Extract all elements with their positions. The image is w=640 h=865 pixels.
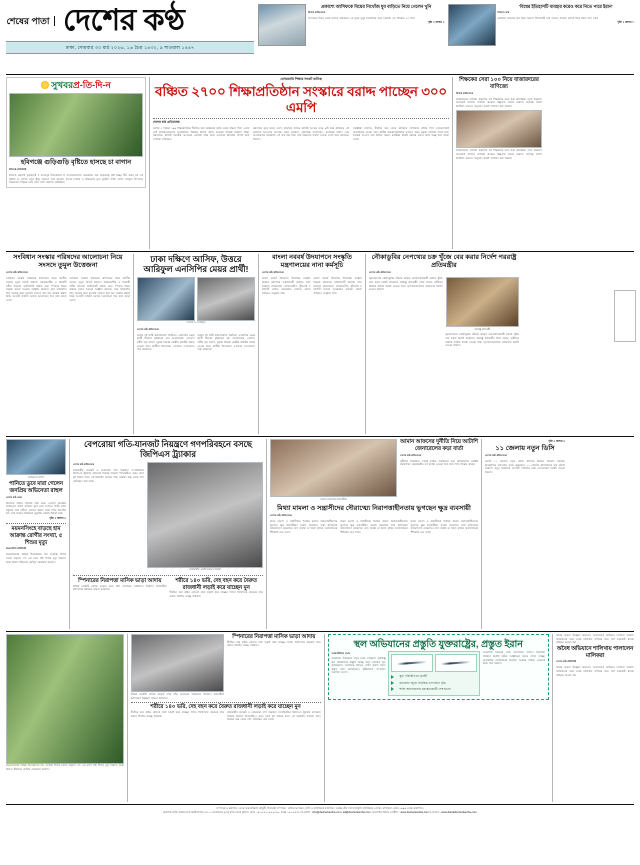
row3-left2-headline[interactable]: ময়মনসিংহে বাড়ছে হাম আক্রান্ত রোগীর সংখ্যা, ৫ শিশুর মৃত্যু [9,525,63,546]
row-two [6,254,634,434]
jet-icon [435,654,477,672]
footer-emails[interactable]: info@desherkantha.com, ad@desherkantha.com, [312,811,372,814]
row3-right-headline[interactable]: মিথ্যা মামলা ও সন্ত্রাসীদের দৌরাত্ম্যে নিরাপত্তাহীনতায় ভুগছেন ক্ষুদ্র ব্যবসায়ী [277,505,471,512]
row3-right-story [270,439,478,629]
row4-left-photo [6,634,124,764]
row4-farright-text: অবৈধ স্থাপনা উচ্ছেদে ভ্রাম্যমাণ আদালতের অভিযান চালানো হয়েছে। অভিযানের খবর পেয়ে মালিকরা পালিয়ে যান। বেশ কয়েকটি স্থাপনা গুঁড়িয়ে দেওয়া হয়। [556,666,635,677]
row4-center-col [131,634,321,802]
row2-right2-text: ভূমধ্যসাগরে নৌকাডুবির ঘটনায় জড়িত মানবপাচারকারী চক্রকে খুঁজে বের করার নির্দেশ দিয়েছেন পররাষ্ট্র প্রতিমন্ত্রী। তিনি বলেন, দায়ীদের বিরুদ্ধে কঠোর ব্যবস্থা নেওয়া হবে। দূতাবাসগুলোকে সহায়তার নির্দেশ দেওয়া হয়েছে। [369,277,443,292]
topright-text-cont: বাজারদরের তালিকা প্রকাশের পর শিক্ষকদের মধ্যে মিশ্র প্রতিক্রিয়া দেখা দিয়েছে। অনেকেই বলছেন তালিকা প্রণয়নে স্বচ্ছতার অভাব রয়েছে। কর্তৃপক্ষ বলছে নির্ধারিত মানদণ্ড অনুসরণ করেই তালিকা করা হয়েছে। [456,149,542,160]
sukhobor-section [6,77,146,249]
teaser-headline[interactable]: প্রকাশ্যে আসিফকে বিয়ের নিখোঁজ যুব বাড়িতে নিয়ে গেলেন খুনি [321,4,432,9]
sukhobor-text: হবিগঞ্জ জেলার চুনারুঘাট ও মাধবপুর উপজেলার চা বাগানগুলোতে কয়েকদিন ধরে গুড়িগুড়ি বৃষ্টি হচ্ছে। দীর্ঘ খরার পর এই বৃষ্টিতে চা গাছের নতুন কুঁড়ি গজাতে শুরু করেছে। বাগান মালিক ও শ্রমিকদের মুখে ফুটেছে হাসি। চলতি মৌসুমে উৎপাদন লক্ষ্যমাত্রা ছাড়িয়ে যাবে বলে আশা করছেন সংশ্লিষ্টরা। [9,174,143,185]
row2-right1-text: বাংলা নববর্ষ উদযাপন উপলক্ষে সংস্কৃতি বিষয়ক মন্ত্রণালয় সপ্তাহব্যাপী কর্মসূচি গ্রহণ করেছে। শোভাযাত্রা, লোকসংগীত, পুঁথিপাঠ ও বৈশাখী মেলার আয়োজন থাকবে। জেলা পর্যায়েও অনুষ্ঠান হবে। [313,277,362,295]
teaser-text: আসামের উপর থেকে রাতের অন্ধকারে এক যুবক দুপুর চারপাশের থানা থেকেই। গত শনিবার ২৫ বছর [308,16,415,20]
teaser-item[interactable] [448,4,635,46]
triangle-bullet-icon [391,675,397,679]
row4-center-text: বিভিন্ন মার্কেটে মাসিক ভাড়ার নামে চাঁদা আদায়ের অভিযোগ উঠেছে। ব্যবসায়ীরা প্রশাসনের হস্তক্ষেপ কামনা করেছেন। [130,693,225,700]
world-text: মধ্যপ্রাচ্যে উত্তেজনা নতুন মাত্রা পেয়েছে। যুক্তরাষ্ট্র স্থল অভিযানের প্রস্তুতি নিচ্ছে বলে একাধিক সূত্র জানিয়েছে। অন্যদিকে ইরানও পাল্টা জবাব দিতে প্রস্তুত বলে জানিয়েছে। কূটনৈতিক তৎপরতা অব্যাহত আছে। [331,657,386,675]
dateline: ঢাকা, সোমবার ৩০ মার্চ ২০২৬, ১৬ চৈত্র ১৪৩২, ৯ শাওয়াল ১৪৪৭ [6,41,254,54]
row3-righttop-headline[interactable]: আমান আফসের দুর্নীতি নিয়ে আটাশি জেনারেলের কড়া বার্তা [400,439,478,452]
row4-farright-headline[interactable]: অবৈধ অভিযানে শালিখায় পালালেন মালিকরা [556,645,634,659]
sukhobor-brand: সুখবরপ্র-তি-দি-ন [9,80,143,91]
lead-story [153,77,449,249]
side-ad-box[interactable] [614,290,636,342]
row2-center-photo [197,277,255,321]
world-byline: আন্তর্জাতিক ডেস্ক [331,652,350,656]
teaser-photo [448,4,496,46]
topright-headline[interactable]: শিক্ষকের সেরা ১০০ নিয়ে বাজারদরের বাণিজ্যে [459,77,539,90]
row3-left-story [6,439,66,629]
row2-center-story [137,254,255,434]
sun-icon [41,81,49,89]
row3-right-photo [270,439,397,497]
world-bullet [391,674,476,679]
world-bullet-label: যুদ্ধ পরিস্থিতিতে ফ্লাইট [399,674,428,679]
lead-byline: দেশের কণ্ঠ প্রতিবেদক [153,120,180,124]
row3-left2-text: ময়মনসিংহের বিভিন্ন উপজেলায় হাম আক্রান্ত শিশুর সংখ্যা বাড়ছে। গত এক মাসে পাঁচ শিশুর মৃত্যু হয়েছে। স্বাস্থ্য বিভাগ টিকাদান কর্মসূচি জোরদার করেছে। [6,553,66,564]
row2-right1-text: বাংলা নববর্ষ উদযাপন উপলক্ষে সংস্কৃতি বিষয়ক মন্ত্রণালয় সপ্তাহব্যাপী কর্মসূচি গ্রহণ করেছে। শোভাযাত্রা, লোকসংগীত, পুঁথিপাঠ ও বৈশাখী মেলার আয়োজন থাকবে। জেলা পর্যায়েও অনুষ্ঠান হবে। [262,277,311,295]
row2-center-photo [137,277,195,321]
world-headline[interactable]: স্থল অভিযানের প্রস্তুতি যুক্তরাষ্ট্রের, প্রস্তুত ইরান [353,638,523,649]
world-infographic [388,651,479,695]
row3-left-page-ref: পৃষ্ঠা ২ কলাম ৫ [49,515,66,520]
row4-center-headline[interactable]: স্পিনারের নিরাপত্তা মাসিক ভাড়া আদায় [232,634,316,640]
row3-center3-headline[interactable]: শরীরে ১৪০ ভরি, দেহ বহন করে বৈরুত রাজধানী লড়াই করে যাচ্ছেন মুন [175,577,257,591]
footer-website-2[interactable]: www.dainikdesherkantha.com [441,811,477,814]
triangle-bullet-icon [391,687,397,691]
row4-center-text2: দীর্ঘদিন ধরে কঠিন রোগের সঙ্গে লড়াই করে যাচ্ছেন তিনি। চিকিৎসার ব্যয়ভার বহন করতে হিমশিম খাচ্ছে পরিবার। [227,640,321,648]
row3-left-photo [6,439,66,475]
teaser-page-ref: পৃষ্ঠা ২ কলাম ১ [617,20,634,25]
row2-center-headline[interactable]: ঢাকা দক্ষিণে আসিফ, উত্তরে আরিফুল এনসিপির মেয়র প্রার্থী! [143,254,249,275]
row3-farright-byline: দেশের কণ্ঠ প্রতিবেদক [485,454,507,458]
footer-line1: সম্পাদক ও প্রকাশক : মোঃ আমানউল্লাহ চৌধুরী, উপদেষ্টা সম্পাদক : নাসির আহমেদ, বার্তা ও বাণিজ্যিক কার্যালয় : ৩৩/A, নীচ তলা দিলকুশা বাণিজ্যিক এলাকা, মতিঝিল, ঢাকা-১০০০ থেকে প্রকাশিত। [216,807,424,810]
row3-farright-text: দেশের ১১ জেলায় নতুন জেলা প্রশাসক নিয়োগ দিয়েছে সরকার। জনপ্রশাসন মন্ত্রণালয় পৃথক প্রজ্ঞাপনে ১১ জেলার প্রশাসকদের নাম প্রকাশ করেছে। নতুন ডিসিদের আগামী সপ্তাহের মধ্যে যোগদানের নির্দেশ দেওয়া হয়েছে। [485,460,565,474]
row2-left-byline: দেশের কণ্ঠ প্রতিবেদক [6,271,28,275]
jet-icon [391,654,433,672]
lead-column: দেশের ২ হাজার ৭০০ শিক্ষাপ্রতিষ্ঠান দীর্ঘদিন ধরে সংস্কারের বরাদ্দ থেকে বঞ্চিত ছিল। এবার সেই প্রতিষ্ঠানগুলোর অবকাঠামো উন্নয়নে বিশেষ বরাদ্দ দেওয়ার সিদ্ধান্ত নিয়েছে শিক্ষা মন্ত্রণালয়। প্রতিটি সংসদীয় আসনের এমপিরা নিজ নিজ এলাকার প্রতিষ্ঠান বাছাই করে তালিকা পাঠাবেন। [153,127,249,141]
row2-right2-text: ভূমধ্যসাগরে নৌকাডুবির ঘটনায় জড়িত মানবপাচারকারী চক্রকে খুঁজে বের করার নির্দেশ দিয়েছেন পররাষ্ট্র প্রতিমন্ত্রী। তিনি বলেন, দায়ীদের বিরুদ্ধে কঠোর ব্যবস্থা নেওয়া হবে। দূতাবাসগুলোকে সহায়তার নির্দেশ দেওয়া হয়েছে। [445,333,519,348]
row2-right2-photo [446,277,520,327]
row2-right1-byline: দেশের কণ্ঠ প্রতিবেদক [262,271,284,275]
row2-center-text: ঢাকার দুই সিটি করপোরেশন নির্বাচনে এনসিপির মেয়র প্রার্থী হিসেবে দুইজনের নাম আলোচনায় এসেছে। দলীয় সূত্র বলছে, চূড়ান্ত সিদ্ধান্ত কেন্দ্রীয় কমিটির সভায় নেওয়া হবে। প্রার্থীরা ইতোমধ্যে এলাকায় গণসংযোগ শুরু করেছেন। [197,333,255,352]
row3-center-headline[interactable]: বেপরোয়া গতি-যানজট নিয়ন্ত্রণে গণপরিবহনে বসছে জিপিএস ট্র্যাকার [84,439,252,460]
row3-righttop-text: দুর্নীতির অভিযোগ তদন্তে কঠোর অবস্থানের কথা জানিয়েছেন সংশ্লিষ্ট কর্মকর্তারা। প্রয়োজনীয় সব ব্যবস্থা নেওয়া হবে বলে তিনি উল্লেখ করেন। [400,459,478,467]
row4-center-photo [131,634,224,692]
row3-right-text: মিথ্যা মামলা ও সন্ত্রাসীদের হুমকির কারণে নিরাপত্তাহীনতায় ভুগছেন ক্ষুদ্র ব্যবসায়ীরা। সংবাদ সম্মেলনে তারা প্রশাসনের সহযোগিতা চেয়েছেন। দ্রুত ব্যবস্থা না নিলে বৃহত্তর আন্দোলনের হুঁশিয়ারি দেন তারা। [340,520,408,534]
row4-farright-intro: অবৈধ স্থাপনা উচ্ছেদে ভ্রাম্যমাণ আদালতের অভিযান চালানো হয়েছে। অভিযানের খবর পেয়ে মালিকরা পালিয়ে যান। বেশ কয়েকটি স্থাপনা গুঁড়িয়ে দেওয়া হয়। [556,634,635,645]
row2-left-story [6,254,130,434]
newspaper-title: দেশের কণ্ঠ [63,4,185,37]
row3-center3-text: দীর্ঘদিন ধরে কঠিন রোগের সঙ্গে লড়াই করে যাচ্ছেন তিনি। চিকিৎসার ব্যয়ভার বহন করতে হিমশিম খাচ্ছে পরিবার। [169,591,263,598]
footer-line2: প্রকাশক কর্তৃক নারায়ণগঞ্জ প্রিন্টার্স লিঃ ৪/১-এ আরামবাগ (১ম) ঢাকা থেকে মুদ্রিত। ফোন : ০২-৪৪৭১৯৪৬৫৬৮, ফ্যাক্স : ০২-৯৫৫৮। ই-মেইল : [163,811,312,814]
row4-left-text: ময়মনসিংহের বিভিন্ন উপজেলায় হাম আক্রান্ত শিশুর সংখ্যা বাড়ছে। গত এক মাসে পাঁচ শিশুর মৃত্যু হয়েছে। স্বাস্থ্য বিভাগ টিকাদান কর্মসূচি জোরদার করেছে। [6,764,124,771]
row4-center3-text: দীর্ঘদিন ধরে কঠিন রোগের সঙ্গে লড়াই করে যাচ্ছেন তিনি। চিকিৎসার ব্যয়ভার বহন করতে হিমশিম খাচ্ছে পরিবার। [130,710,225,718]
row3-center-story [73,439,263,629]
row2-right2-headline[interactable]: নৌকাডুবির নেপথ্যের চক্র খুঁজে বের করার নির্দেশ পররাষ্ট্র প্রতিমন্ত্রীর [371,254,517,270]
row3-right-text: মিথ্যা মামলা ও সন্ত্রাসীদের হুমকির কারণে নিরাপত্তাহীনতায় ভুগছেন ক্ষুদ্র ব্যবসায়ীরা। সংবাদ সম্মেলনে তারা প্রশাসনের সহযোগিতা চেয়েছেন। দ্রুত ব্যবস্থা না নিলে বৃহত্তর আন্দোলনের হুঁশিয়ারি দেন তারা। [410,520,478,534]
row-four [6,634,634,802]
teaser-photo [258,4,306,46]
row3-center2-headline[interactable]: স্পিনারের নিরাপত্তা মাসিক ভাড়া আদায় [78,577,162,584]
topright-story [456,77,542,249]
footer-web-label-2: ই-পেপার : [429,811,441,814]
row3-center-text: রাজধানীর যানজট ও বেপরোয়া গতি নিয়ন্ত্রণে গণপরিবহনে জিপিএস ট্র্যাকার বসানোর সিদ্ধান্ত নিয়েছে বিআরটিএ। প্রথম ধাপে দুই হাজার বাসে এই ডিভাইস বসানো হবে। নিয়ন্ত্রণ কক্ষ থেকে গতি পর্যবেক্ষণ করা যাবে। [73,468,145,483]
footer-web-label: অনলাইন বিভাগ পোর্টাল : [372,811,400,814]
triangle-bullet-icon [391,681,397,685]
row2-left-text: সংবিধান সংস্কার পরিষদের প্রতিবেদন নিয়ে জাতীয় সংসদে তুমুল বিতর্ক হয়েছে। সরকারদলীয় ও বিরোধী দলীয় সদস্যরা পাল্টাপাল্টি বক্তব্য দেন। স্পিকার উভয় পক্ষকে সংযত হওয়ার আহ্বান জানান। পরে অধিবেশন কিছু সময়ের জন্য মুলতবি ঘোষণা করা হয়। সংস্কার প্রস্তাব নিয়ে আগামী সপ্তাহে আবার আলোচনা হবে বলে জানা গেছে। [6,277,67,302]
lead-column: মন্ত্রণালয় সূত্রে জানা গেছে, প্রাথমিক পর্যায়ে প্রতিটি আসনে গড়ে ৯টি করে প্রতিষ্ঠান এই বরাদ্দের আওতায় আসবে। ভবন মেরামত, শ্রেণিকক্ষ সম্প্রসারণ, ওয়াশব্লক নির্মাণ এবং আসবাবপত্র সরবরাহে এই অর্থ ব্যয় হবে। অর্থ বিভাগের সম্মতি পাওয়া গেছে বলে জানানো হয়েছে। [253,127,349,141]
lead-kicker: বেসরকারি শিক্ষার সংকট কাটছে [280,77,322,81]
row4-center3-text: রাজধানীর যানজট ও বেপরোয়া গতি নিয়ন্ত্রণে গণপরিবহনে জিপিএস ট্র্যাকার বসানোর সিদ্ধান্ত নিয়েছে বিআরটিএ। প্রথম ধাপে দুই হাজার বাসে এই ডিভাইস বসানো হবে। নিয়ন্ত্রণ কক্ষ থেকে গতি পর্যবেক্ষণ করা যাবে। [227,710,321,722]
world-bullet [391,681,476,686]
row3-left-headline[interactable]: পানিতে ডুবে মারা গেলেন জনপ্রিয় অভিনেতা রাহুল [8,481,64,494]
row3-farright-headline[interactable]: ১১ জেলায় নতুন ডিসি [495,445,555,452]
lead-headline[interactable]: বঞ্চিত ২৭০০ শিক্ষাপ্রতিষ্ঠান সংস্কারে বরাদ্দ পাচ্ছেন ৩০০ এমপি [155,84,447,115]
row3-center-caption: রাজধানীর একটি সড়কে যানজট [189,568,221,572]
row2-right1-headline[interactable]: বাংলা নববর্ষ উদযাপনে সংস্কৃতি মন্ত্রণালয়ের নানা কর্মসূচি [272,254,352,270]
row3-righttop-byline: দেশের কণ্ঠ প্রতিবেদক [400,453,422,457]
teaser-byline: নিজস্ব প্রতিবেদক [308,10,326,14]
row3-left-text: বিনোদন অঙ্গনে শোকের ছায়া নেমে এসেছে। জনপ্রিয় অভিনেতা রাহুল পানিতে ডুবে মারা গেছেন। শুটিং শেষে বন্ধুদের সঙ্গে নদীতে গোসল করতে নেমে তিনি নিখোঁজ হন। পরে ফায়ার সার্ভিসের ডুবুরিরা মরদেহ উদ্ধার করে। [6,501,66,516]
row2-left-headline[interactable]: সংবিধান সংস্কার পরিষদের আলোচনা নিয়ে সংসদে তুমুল উত্তেজনা [13,254,123,270]
row3-farright-story [485,439,565,629]
row4-left-col [6,634,124,802]
row3-left2-byline: ময়মনসিংহ প্রতিনিধি [6,547,26,551]
world-bullet [391,687,476,692]
teaser-headline[interactable]: 'বিশ্বের ইতিহাসটি ব্যবহার করেও করে নিতে পারে ইরান' [518,4,613,9]
topright-text: বাজারদরের তালিকা প্রকাশের পর শিক্ষকদের মধ্যে মিশ্র প্রতিক্রিয়া দেখা দিয়েছে। অনেকেই বলছেন তালিকা প্রণয়নে স্বচ্ছতার অভাব রয়েছে। কর্তৃপক্ষ বলছে নির্ধারিত মানদণ্ড অনুসরণ করেই তালিকা করা হয়েছে। [456,97,542,108]
row2-right1-story [262,254,362,434]
teaser-byline: নিজস্ব ডেস্ক [497,10,510,14]
row-three [6,439,634,629]
topright-byline: নিজস্ব প্রতিবেদক [456,91,474,95]
row2-center-caption: আসিফ ও আরিফুল [186,321,206,325]
row3-right-caption: সংবাদ সম্মেলনে ব্যবসায়ীরা [320,497,347,501]
lead-column: সংশ্লিষ্টরা বলছেন, দীর্ঘদিন ধরে যেসব প্রতিষ্ঠান তালিকার বাইরে ছিল সেগুলোকেই অগ্রাধিকার দেওয়া হবে। স্থানীয় জনপ্রতিনিধিদের মতামত নিয়ে চূড়ান্ত তালিকা তৈরি হবে। কাজের গুণগত মান নিশ্চিত করতে মনিটরিং কমিটি গঠনের কথাও ভাবা হচ্ছে বলে জানা গেছে। [353,127,449,141]
row2-right2-caption: পররাষ্ট্র প্রতিমন্ত্রী [474,327,491,331]
topright-photo [456,110,542,148]
teaser-item[interactable] [258,4,445,46]
teaser-page-ref: পৃষ্ঠা ২ কলাম ২ [427,20,445,25]
row2-right2-story [369,254,519,434]
row3-right-text: মিথ্যা মামলা ও সন্ত্রাসীদের হুমকির কারণে নিরাপত্তাহীনতায় ভুগছেন ক্ষুদ্র ব্যবসায়ীরা। সংবাদ সম্মেলনে তারা প্রশাসনের সহযোগিতা চেয়েছেন। দ্রুত ব্যবস্থা না নিলে বৃহত্তর আন্দোলনের হুঁশিয়ারি দেন তারা। [270,520,338,534]
row3-right-byline: দেশের কণ্ঠ প্রতিবেদক [270,514,292,518]
sukhobor-photo [9,93,143,157]
masthead-brand-block [6,4,254,54]
world-byline-text [332,651,386,695]
row3-left-caption: অভিনেতা রাহুল [27,475,45,479]
row3-left-byline: দেশের কণ্ঠ ডেস্ক [6,495,22,499]
masthead [6,4,634,72]
row3-center-byline: দেশের কণ্ঠ প্রতিবেদক [73,462,94,466]
row3-center2-text: বিভিন্ন মার্কেটে মাসিক ভাড়ার নামে চাঁদা আদায়ের অভিযোগ উঠেছে। ব্যবসায়ীরা প্রশাসনের হস্তক্ষেপ কামনা করেছেন। [73,584,167,592]
edition-label: শেষের পাতা [6,16,55,26]
row4-center3-headline[interactable]: শরীরে ১৪০ ভরি, দেহ বহন করে বৈরুত রাজধানী লড়াই করে যাচ্ছেন মুন [150,704,301,711]
sukhobor-byline: হবিগঞ্জ প্রতিনিধি [9,168,27,172]
row2-right2-byline: দেশের কণ্ঠ প্রতিবেদক [369,271,391,275]
footer [6,804,634,815]
world-bullet-label: মধ্যপ্রাচ্য জুড়ে সামরিক তৎপরতা বৃদ্ধি [399,680,446,685]
row4-farright-byline: দেশের কণ্ঠ প্রতিনিধি [556,660,576,664]
row3-center-photo [147,462,263,568]
world-box [328,634,550,700]
world-bullet-label: শক্তি আলোচনায় মধ্যস্থতাকারী দেশগুলো [399,686,451,691]
row2-center-byline: দেশের কণ্ঠ প্রতিবেদক [137,327,159,331]
footer-website-1[interactable]: www.desherkantha.com [400,811,429,814]
world-text2: আঞ্চলিক মিত্রদের সঙ্গে আলোচনা চলছে। নিরাপত্তা পরিষদে জরুরি বৈঠক আহ্বানের কথাও শোনা যাচ্ছে। বেসামরিক নাগরিকদের নিরাপদ আশ্রয়ে সরিয়ে নেওয়ার কাজ শুরু হয়েছে। [482,651,546,666]
row4-farright-col [556,634,634,802]
row-lead [6,77,634,249]
row3-farright-page-ref: পৃষ্ঠা ২ কলাম ৫ [548,439,565,443]
teaser-text: জেনিভা সম্মেলন দিন দিয়ে সংঘাত ইতিহাসটি তার দেখতে পারলে দেশের দিকে ইরান হতে পারে [497,16,598,20]
row2-left-text: সংবিধান সংস্কার পরিষদের প্রতিবেদন নিয়ে জাতীয় সংসদে তুমুল বিতর্ক হয়েছে। সরকারদলীয় ও বিরোধী দলীয় সদস্যরা পাল্টাপাল্টি বক্তব্য দেন। স্পিকার উভয় পক্ষকে সংযত হওয়ার আহ্বান জানান। পরে অধিবেশন কিছু সময়ের জন্য মুলতবি ঘোষণা করা হয়। সংস্কার প্রস্তাব নিয়ে আগামী সপ্তাহে আবার আলোচনা হবে বলে জানা গেছে। [69,277,130,302]
sukhobor-headline[interactable]: হবিগঞ্জে গুড়িগুড়ি বৃষ্টিতে হাসছে চা বাগান [20,159,132,166]
masthead-teasers [258,4,634,46]
row2-center-text: ঢাকার দুই সিটি করপোরেশন নির্বাচনে এনসিপির মেয়র প্রার্থী হিসেবে দুইজনের নাম আলোচনায় এসেছে। দলীয় সূত্র বলছে, চূড়ান্ত সিদ্ধান্ত কেন্দ্রীয় কমিটির সভায় নেওয়া হবে। প্রার্থীরা ইতোমধ্যে এলাকায় গণসংযোগ শুরু করেছেন। [137,333,195,352]
world-section [328,634,550,802]
